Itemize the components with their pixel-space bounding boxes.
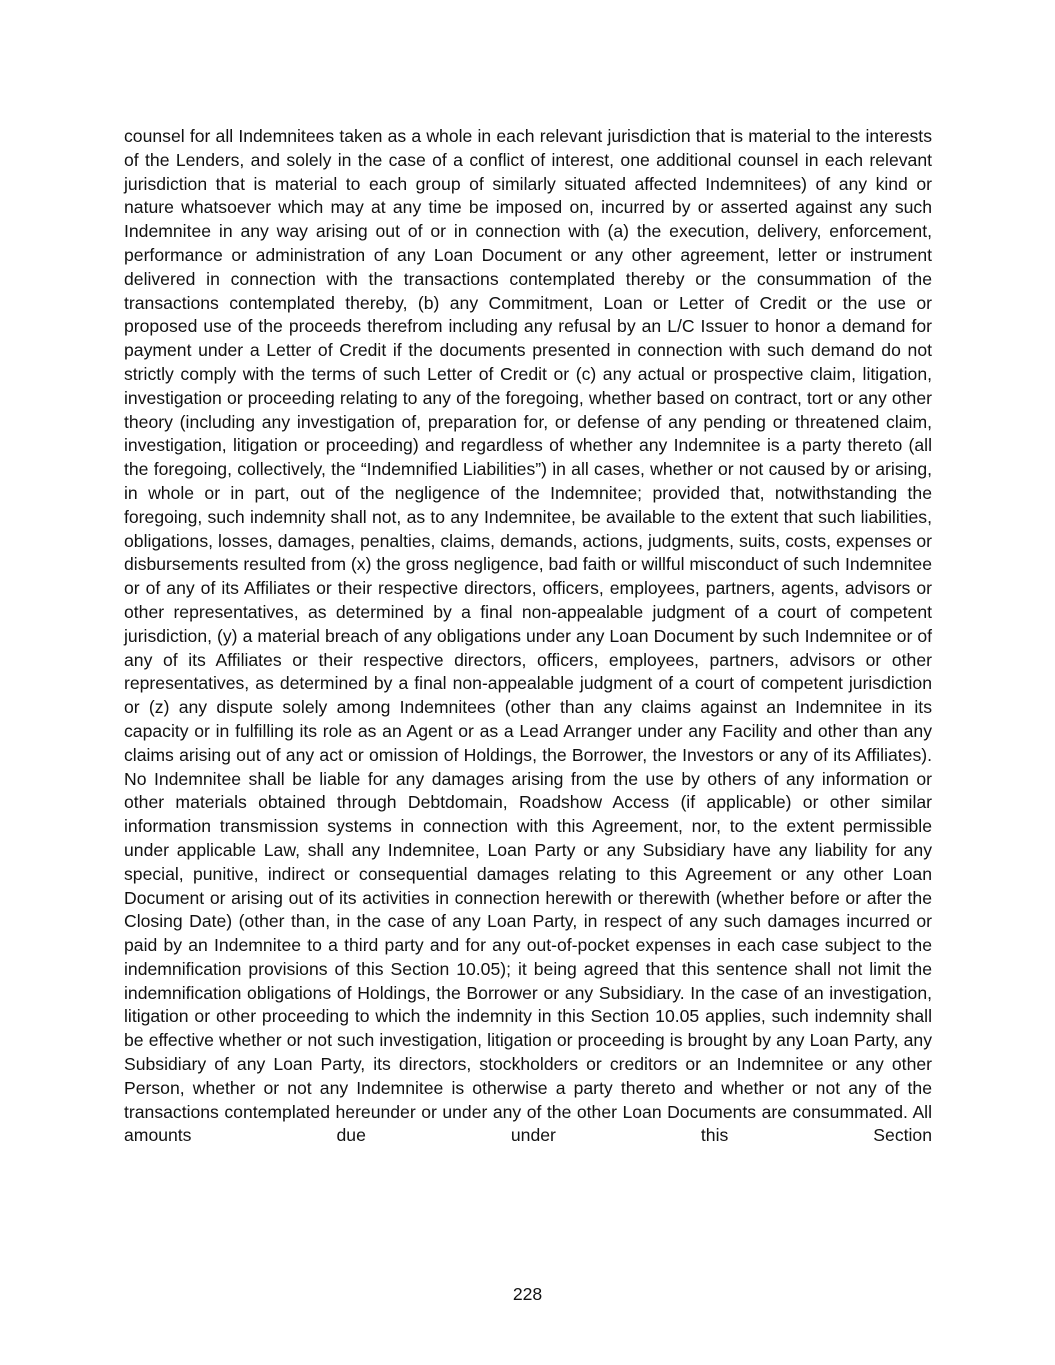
- body-paragraph: counsel for all Indemnitees taken as a whole in each relevant jurisdiction that is material to the interests of the Lenders, and solely in the case of a conflict of interest, one additional counsel in each relevant jurisdiction that is material to each group of similarly situated affected Indemnitees) of any kind or nature whatsoever which may at any time be imposed on, incurred by or asserted against any such Indemnitee in any way arising out of or in connection with (a) the execution, delivery, enforcement, performance or administration of any Loan Document or any other agreement, letter or instrument delivered in connection with the transactions contemplated thereby or the consummation of the transactions contemplated thereby, (b) any Commitment, Loan or Letter of Credit or the use or proposed use of the proceeds therefrom including any refusal by an L/C Issuer to honor a demand for payment under a Letter of Credit if the documents presented in connection with such demand do not strictly comply with the terms of such Letter of Credit or (c) any actual or prospective claim, litigation, investigation or proceeding relating to any of the foregoing, whether based on contract, tort or any other theory (including any investigation of, preparation for, or defense of any pending or threatened claim, investigation, litigation or proceeding) and regardless of whether any Indemnitee is a party thereto (all the foregoing, collectively, the “Indemnified Liabilities”) in all cases, whether or not caused by or arising, in whole or in part, out of the negligence of the Indemnitee; provided that, notwithstanding the foregoing, such indemnity shall not, as to any Indemnitee, be available to the extent that such liabilities, obligations, losses, damages, penalties, claims, demands, actions, judgments, suits, costs, expenses or disbursements resulted from (x) the gross negligence, bad faith or willful misconduct of such Indemnitee or of any of its Affiliates or their respective directors, officers, employees, partners, agents, advisors or other representatives, as determined by a final non-appealable judgment of a court of competent jurisdiction, (y) a material breach of any obligations under any Loan Document by such Indemnitee or of any of its Affiliates or their respective directors, officers, employees, partners, advisors or other representatives, as determined by a final non-appealable judgment of a court of competent jurisdiction or (z) any dispute solely among Indemnitees (other than any claims against an Indemnitee in its capacity or in fulfilling its role as an Agent or as a Lead Arranger under any Facility and other than any claims arising out of any act or omission of Holdings, the Borrower, the Investors or any of its Affiliates). No Indemnitee shall be liable for any damages arising from the use by others of any information or other materials obtained through Debtdomain, Roadshow Access (if applicable) or other similar information transmission systems in connection with this Agreement, nor, to the extent permissible under applicable Law, shall any Indemnitee, Loan Party or any Subsidiary have any liability for any special, punitive, indirect or consequential damages relating to this Agreement or any other Loan Document or arising out of its activities in connection herewith or therewith (whether before or after the Closing Date) (other than, in the case of any Loan Party, in respect of any such damages incurred or paid by an Indemnitee to a third party and for any out-of-pocket expenses in each case subject to the indemnification provisions of this Section 10.05); it being agreed that this sentence shall not limit the indemnification obligations of Holdings, the Borrower or any Subsidiary. In the case of an investigation, litigation or other proceeding to which the indemnity in this Section 10.05 applies, such indemnity shall be effective whether or not such investigation, litigation or proceeding is brought by any Loan Party, any Subsidiary of any Loan Party, its directors, stockholders or creditors or an Indemnitee or any other Person, whether or not any Indemnitee is otherwise a party thereto and whether or not any of the transactions contemplated hereunder or under any of the other Loan Documents are consummated. All amounts due under this Section: [124, 126, 932, 1146]
- page-number: 228: [512, 1284, 543, 1304]
